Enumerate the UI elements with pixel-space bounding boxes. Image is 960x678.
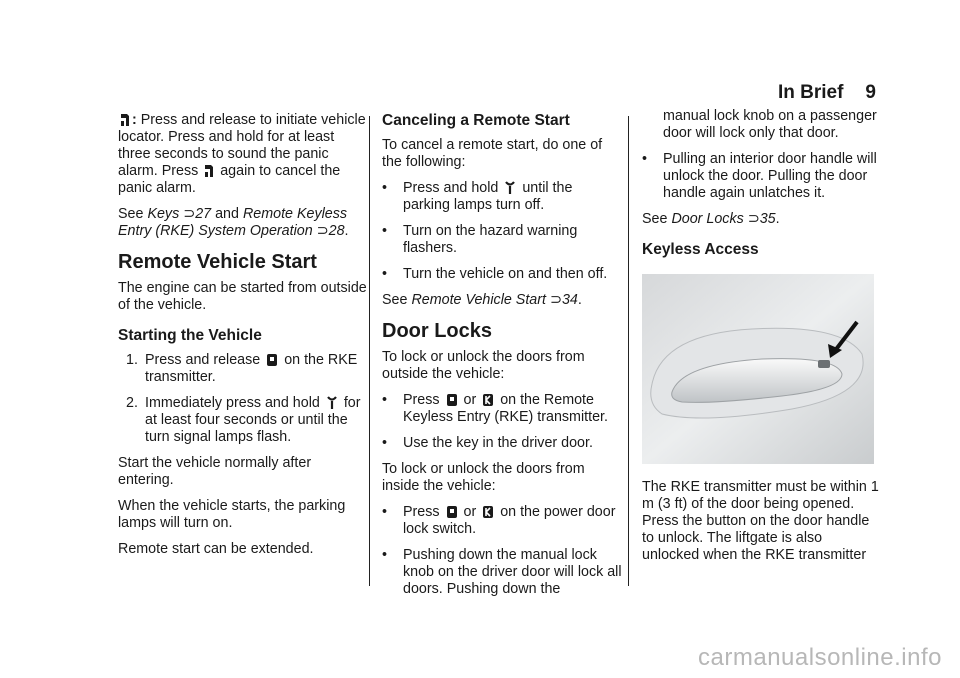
vehicle-locator-paragraph: : Press and release to initiate vehicle locator. Press and hold for at least three seconds to sound the panic alarm. Press again to cancel the panic alarm. bbox=[118, 112, 366, 196]
outside-intro: To lock or unlock the doors from outside the vehicle: bbox=[382, 349, 585, 382]
page-number: 9 bbox=[865, 82, 876, 103]
column-divider-1 bbox=[369, 116, 370, 586]
inside-intro: To lock or unlock the doors from inside the vehicle: bbox=[382, 461, 585, 494]
column-2 bbox=[382, 112, 622, 607]
step-1: 1. Press and release on the RKE transmitter. bbox=[126, 352, 358, 385]
heading-canceling-remote-start: Canceling a Remote Start bbox=[382, 112, 570, 129]
vehicle-locator-icon bbox=[204, 164, 214, 178]
unlock-button-icon bbox=[482, 393, 494, 407]
see-also-paragraph: See Remote Vehicle Start ⊃34. bbox=[382, 292, 582, 308]
remote-start-icon bbox=[326, 396, 338, 410]
continued-text: manual lock knob on a passenger door will lock only that door. bbox=[663, 108, 877, 141]
list-item: • Press or on the power door lock switch. bbox=[382, 504, 616, 537]
remote-start-icon bbox=[504, 181, 516, 195]
list-item: • Press and hold until the parking lamps turn off. bbox=[382, 180, 573, 213]
ref-rke-operation[interactable]: Remote Keyless Entry (RKE) System Operation bbox=[118, 206, 348, 239]
heading-starting-vehicle: Starting the Vehicle bbox=[118, 327, 262, 344]
unlock-button-icon bbox=[482, 505, 494, 519]
lock-button-icon bbox=[446, 393, 458, 407]
page-header bbox=[778, 82, 876, 104]
see-also-paragraph: See Keys ⊃27 and Remote Keyless Entry (RKE) System Operation ⊃28. bbox=[118, 206, 349, 239]
ref-remote-vehicle-start[interactable]: Remote Vehicle Start bbox=[411, 292, 546, 308]
cancel-intro: To cancel a remote start, do one of the following: bbox=[382, 137, 603, 170]
lock-button-icon bbox=[266, 353, 278, 367]
extend-paragraph: Remote start can be extended. bbox=[118, 541, 314, 557]
list-item: • Pulling an interior door handle will unlock the door. Pulling the door handle again unlatches it. bbox=[642, 151, 877, 201]
list-item: • Press or on the Remote Keyless Entry (RKE) transmitter. bbox=[382, 392, 608, 425]
vehicle-locator-icon bbox=[120, 113, 130, 127]
section-title: In Brief bbox=[777, 82, 844, 103]
ref-keys[interactable]: Keys bbox=[147, 206, 180, 222]
column-1 bbox=[118, 112, 368, 567]
see-also-paragraph: See Door Locks ⊃35. bbox=[642, 211, 780, 227]
heading-keyless-access: Keyless Access bbox=[642, 241, 759, 258]
ref-door-locks[interactable]: Door Locks bbox=[671, 211, 744, 227]
list-item: • Pushing down the manual lock knob on the driver door will lock all doors. Pushing down the bbox=[382, 547, 622, 597]
remote-start-intro: The engine can be started from outside of the vehicle. bbox=[118, 280, 367, 313]
list-item: • Turn the vehicle on and then off. bbox=[382, 266, 608, 282]
rke-range-paragraph: The RKE transmitter must be within 1 m (3 ft) of the door being opened. Press the button on the door handle to unlock. The liftgate is also unlocked when the RKE transmitter bbox=[642, 479, 879, 563]
door-handle-photo bbox=[642, 274, 874, 464]
lock-button-icon bbox=[446, 505, 458, 519]
column-3 bbox=[642, 108, 882, 573]
step-2: 2. Immediately press and hold for at least four seconds or until the turn signal lamps flash. bbox=[126, 395, 361, 445]
list-item: • Turn on the hazard warning flashers. bbox=[382, 223, 578, 256]
list-item: • Use the key in the driver door. bbox=[382, 435, 593, 451]
start-normally-paragraph: Start the vehicle normally after entering. bbox=[118, 455, 312, 488]
heading-door-locks: Door Locks bbox=[382, 320, 493, 342]
column-divider-2 bbox=[628, 116, 629, 586]
parking-lamps-paragraph: When the vehicle starts, the parking lamps will turn on. bbox=[118, 498, 346, 531]
heading-remote-vehicle-start: Remote Vehicle Start bbox=[118, 251, 317, 273]
watermark: carmanualsonline.info bbox=[698, 644, 942, 671]
